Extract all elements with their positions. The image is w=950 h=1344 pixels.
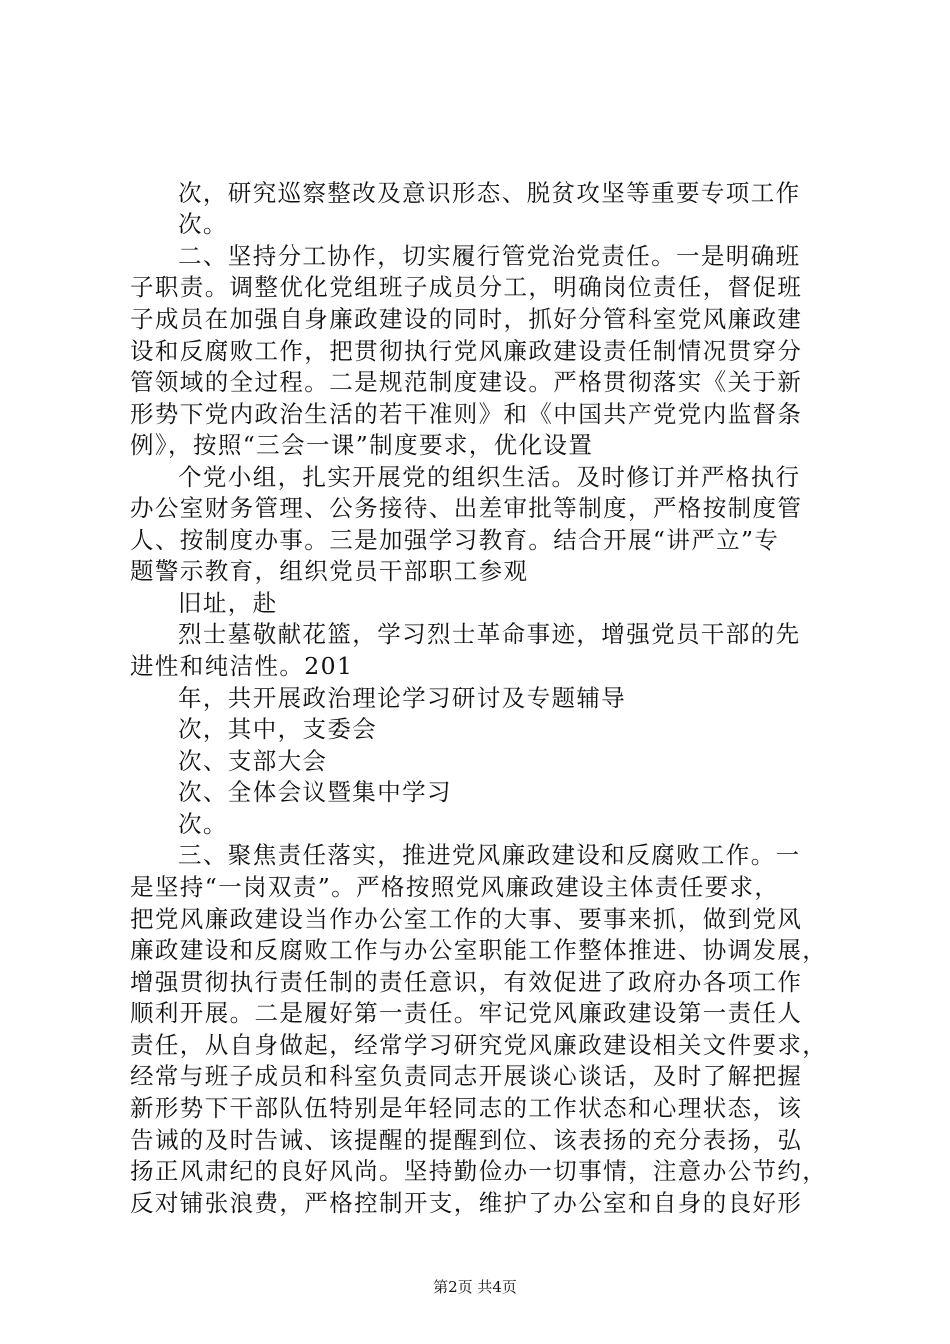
text-line: 进性和纯洁性。201 — [130, 652, 354, 680]
text-line: 顺利开展。二是履好第一责任。牢记党风廉政建设第一责任人 — [130, 999, 803, 1027]
text-line: 廉政建设和反腐败工作与办公室职能工作整体推进、协调发展， — [130, 936, 828, 964]
text-line: 次、支部大会 — [178, 747, 328, 775]
text-line: 年，共开展政治理论学习研讨及专题辅导 — [178, 684, 627, 712]
text-line: 形势下党内政治生活的若干准则》和《中国共产党党内监督条 — [130, 400, 803, 428]
text-line: 是坚持“一岗双责”。严格按照党风廉政建设主体责任要求， — [130, 873, 780, 901]
text-line: 扬正风肃纪的良好风尚。坚持勤俭办一切事情，注意办公节约， — [130, 1157, 828, 1185]
text-line: 三、聚焦责任落实，推进党风廉政建设和反腐败工作。一 — [178, 841, 801, 869]
text-line: 次。 — [178, 810, 228, 838]
text-line: 二、坚持分工协作，切实履行管党治党责任。一是明确班 — [178, 242, 801, 270]
text-line: 例》，按照“三会一课”制度要求，优化设置 — [130, 431, 594, 459]
text-line: 经常与班子成员和科室负责同志开展谈心谈话，及时了解把握 — [130, 1062, 803, 1090]
text-line: 题警示教育，组织党员干部职工参观 — [130, 557, 529, 585]
text-line: 责任，从自身做起，经常学习研究党风廉政建设相关文件要求， — [130, 1031, 828, 1059]
text-line: 新形势下干部队伍特别是年轻同志的工作状态和心理状态，该 — [130, 1094, 803, 1122]
text-line: 人、按制度办事。三是加强学习教育。结合开展“讲严立”专 — [130, 526, 780, 554]
text-line: 办公室财务管理、公务接待、出差审批等制度，严格按制度管 — [130, 494, 803, 522]
text-line: 旧址，赴 — [178, 589, 278, 617]
text-line: 把党风廉政建设当作办公室工作的大事、要事来抓，做到党风 — [130, 905, 803, 933]
text-line: 个党小组，扎实开展党的组织生活。及时修订并严格执行 — [178, 463, 801, 491]
text-line: 设和反腐败工作，把贯彻执行党风廉政建设责任制情况贯穿分 — [130, 337, 803, 365]
text-line: 次，其中，支委会 — [178, 715, 378, 743]
text-line: 告诫的及时告诫、该提醒的提醒到位、该表扬的充分表扬，弘 — [130, 1126, 803, 1154]
text-line: 子职责。调整优化党组班子成员分工，明确岗位责任，督促班 — [130, 273, 803, 301]
text-line: 次、全体会议暨集中学习 — [178, 778, 452, 806]
text-line: 子成员在加强自身廉政建设的同时，抓好分管科室党风廉政建 — [130, 305, 803, 333]
text-line: 增强贯彻执行责任制的责任意识，有效促进了政府办各项工作 — [130, 968, 803, 996]
text-line: 次。 — [178, 210, 228, 238]
text-line: 管领域的全过程。二是规范制度建设。严格贯彻落实《关于新 — [130, 368, 803, 396]
text-line: 反对铺张浪费，严格控制开支，维护了办公室和自身的良好形 — [130, 1189, 803, 1217]
text-line: 烈士墓敬献花篮，学习烈士革命事迹，增强党员干部的先 — [178, 620, 801, 648]
text-line: 次，研究巡察整改及意识形态、脱贫攻坚等重要专项工作 — [178, 179, 801, 207]
page-number-footer: 第2页 共4页 — [433, 1278, 517, 1296]
